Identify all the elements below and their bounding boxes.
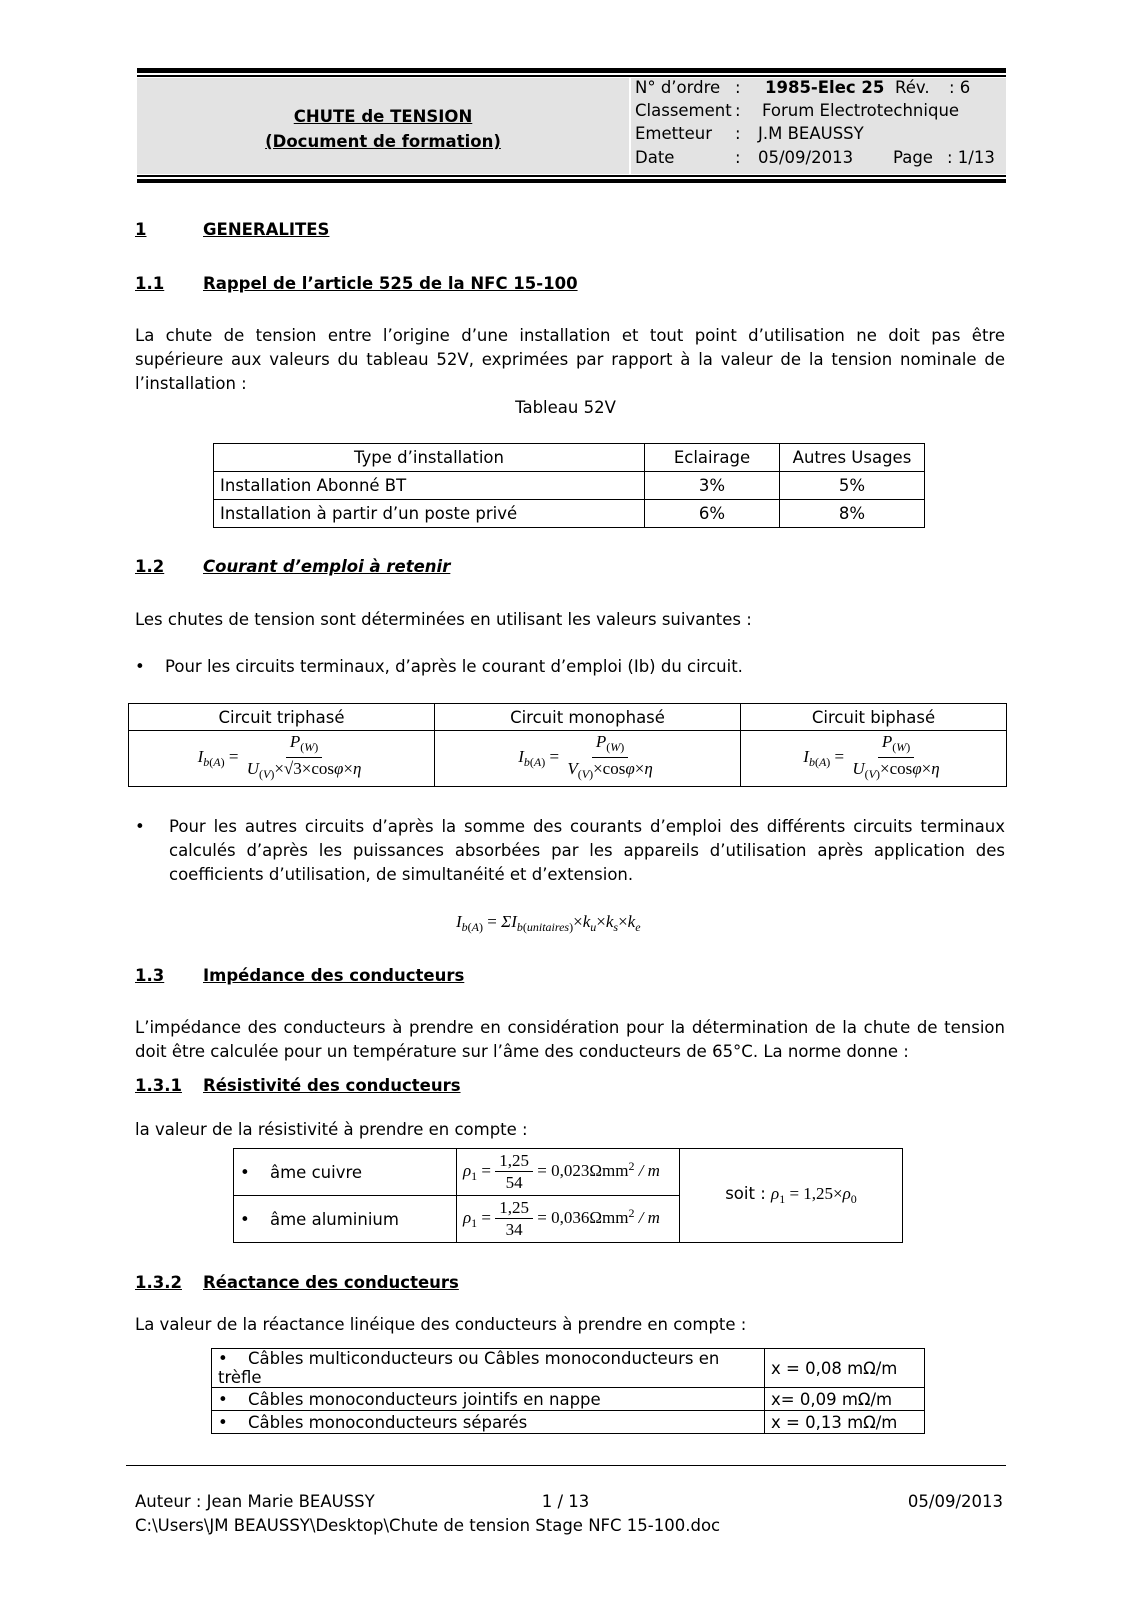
meta-sep: : bbox=[735, 124, 741, 143]
paragraph-reactance: La valeur de la réactance linéique des conducteurs à prendre en compte : bbox=[135, 1315, 747, 1334]
table-header-cell: Autres Usages bbox=[780, 444, 925, 472]
section-heading-1-3-2: 1.3.2 Réactance des conducteurs bbox=[135, 1273, 459, 1292]
meta-label-rev: Rév. bbox=[895, 78, 930, 97]
header-rule bbox=[137, 179, 1006, 183]
header-rule bbox=[137, 175, 1006, 177]
table-row bbox=[212, 1349, 925, 1388]
table-cell: x= 0,09 mΩ/m bbox=[765, 1388, 925, 1411]
bullet-icon: • bbox=[240, 1209, 250, 1229]
footer-file-path: C:\Users\JM BEAUSSY\Desktop\Chute de tension Stage NFC 15-100.doc bbox=[135, 1516, 721, 1535]
table-cell: Installation à partir d’un poste privé bbox=[214, 500, 645, 528]
table-row bbox=[212, 1411, 925, 1434]
formula-rho-aluminium: $\rho_1$ = $\frac{1,25}{34}$ = 0,036Ωmm$^2$ / m bbox=[457, 1196, 680, 1243]
table-header-cell: Circuit monophasé bbox=[435, 704, 741, 731]
table-cell: 5% bbox=[780, 472, 925, 500]
table-row bbox=[129, 731, 1007, 787]
table-row bbox=[214, 472, 925, 500]
table-header-cell: Circuit biphasé bbox=[741, 704, 1007, 731]
header-meta-box bbox=[631, 78, 1006, 174]
table-current-formulas bbox=[128, 703, 1007, 787]
table-cell: • âme cuivre bbox=[234, 1149, 457, 1196]
meta-label-classement: Classement bbox=[635, 101, 732, 120]
table-cell: • Câbles multiconducteurs ou Câbles monoconducteurs en trèfle bbox=[212, 1349, 765, 1388]
section-heading-1-1: 1.1 Rappel de l’article 525 de la NFC 15-100 bbox=[135, 274, 578, 293]
table-cell: • Câbles monoconducteurs jointifs en nappe bbox=[212, 1388, 765, 1411]
footer-page: 1 / 13 bbox=[541, 1492, 590, 1511]
table-cell: 8% bbox=[780, 500, 925, 528]
table-cell: • Câbles monoconducteurs séparés bbox=[212, 1411, 765, 1434]
formula-sum-currents: $I_{b(A)} = \Sigma I_{b(unitaires)}\times k_u\times k_s\times k_e$ bbox=[456, 912, 641, 934]
meta-label-date: Date bbox=[635, 148, 675, 167]
table-caption: Tableau 52V bbox=[515, 398, 616, 417]
meta-value-page: : 1/13 bbox=[947, 148, 995, 167]
footer-date: 05/09/2013 bbox=[907, 1492, 1003, 1511]
bullet-icon: • bbox=[218, 1412, 228, 1432]
formula-rho-cuivre: $\rho_1$ = $\frac{1,25}{54}$ = 0,023Ωmm$^2$ / m bbox=[457, 1149, 680, 1196]
meta-value-date: 05/09/2013 bbox=[758, 148, 854, 167]
paragraph-courant: Les chutes de tension sont déterminées en utilisant les valeurs suivantes : bbox=[135, 610, 752, 629]
table-row bbox=[129, 704, 1007, 731]
meta-value-emetteur: J.M BEAUSSY bbox=[758, 124, 864, 143]
bullet-item: • Pour les autres circuits d’après la somme des courants d’emploi des différents circuits terminaux calculés d’après les puissances absorbées par les appareils d’utilisation après application des coefficients d’utilisation, de simultanéité et d’extension. bbox=[135, 817, 1005, 884]
table-row bbox=[214, 444, 925, 472]
header-rule bbox=[137, 75, 1006, 77]
document-title: CHUTE de TENSION bbox=[293, 107, 473, 126]
bullet-icon: • bbox=[218, 1349, 228, 1368]
meta-label-order: N° d’ordre bbox=[635, 78, 721, 97]
bullet-icon: • bbox=[240, 1162, 250, 1182]
paragraph-resistivite: la valeur de la résistivité à prendre en compte : bbox=[135, 1120, 528, 1139]
paragraph-chute-tension: La chute de tension entre l’origine d’une installation et tout point d’utilisation ne doit pas être supérieure aux valeurs du tableau 52V, exprimées par rapport à la valeur de la tension nominale de l’installation : bbox=[135, 326, 1005, 393]
table-cell: • âme aluminium bbox=[234, 1196, 457, 1243]
formula-biphase: $I_{b(A)}$ = $\frac{P_{(W)}}{U_{(V)}\times\cos\varphi\times\eta}$ bbox=[741, 731, 1007, 787]
bullet-icon: • bbox=[135, 817, 145, 836]
table-resistivity bbox=[233, 1148, 903, 1243]
document-header bbox=[137, 68, 1006, 183]
meta-label-page: Page bbox=[893, 148, 933, 167]
document-subtitle: (Document de formation) bbox=[265, 132, 501, 151]
meta-sep: : bbox=[735, 148, 741, 167]
table-row bbox=[234, 1149, 903, 1196]
paragraph-impedance: L’impédance des conducteurs à prendre en considération pour la détermination de la chute de tension doit être calculée pour un température sur l’âme des conducteurs de 65°C. La norme donne : bbox=[135, 1018, 1005, 1061]
table-header-cell: Circuit triphasé bbox=[129, 704, 435, 731]
meta-value-rev: : 6 bbox=[949, 78, 971, 97]
meta-value-classement: Forum Electrotechnique bbox=[762, 101, 960, 120]
footer-rule bbox=[126, 1465, 1006, 1466]
table-52v bbox=[213, 443, 925, 528]
table-header-cell: Eclairage bbox=[645, 444, 780, 472]
section-heading-1-3-1: 1.3.1 Résistivité des conducteurs bbox=[135, 1076, 461, 1095]
table-row bbox=[214, 500, 925, 528]
header-title-box bbox=[137, 78, 629, 174]
meta-label-emetteur: Emetteur bbox=[635, 124, 712, 143]
table-cell: x = 0,13 mΩ/m bbox=[765, 1411, 925, 1434]
table-cell-soit: soit : $\rho_1 = 1,25\times\rho_0$ bbox=[680, 1149, 903, 1243]
meta-value-order: 1985-Elec 25 bbox=[765, 78, 885, 97]
meta-sep: : bbox=[735, 101, 741, 120]
meta-sep: : bbox=[735, 78, 741, 97]
table-cell: Installation Abonné BT bbox=[214, 472, 645, 500]
bullet-icon: • bbox=[218, 1389, 228, 1409]
bullet-icon: • bbox=[135, 657, 145, 676]
table-row bbox=[212, 1388, 925, 1411]
section-heading-1-2: 1.2 Courant d’emploi à retenir bbox=[135, 557, 451, 576]
table-cell: x = 0,08 mΩ/m bbox=[765, 1349, 925, 1388]
table-header-cell: Type d’installation bbox=[214, 444, 645, 472]
section-heading-1: 1 GENERALITES bbox=[135, 220, 330, 239]
formula-monophase: $I_{b(A)}$ = $\frac{P_{(W)}}{V_{(V)}\times\cos\varphi\times\eta}$ bbox=[435, 731, 741, 787]
table-cell: 6% bbox=[645, 500, 780, 528]
formula-triphase: $I_{b(A)}$ = $\frac{P_{(W)}}{U_{(V)}\times√3\times\cos\varphi\times\eta}$ bbox=[129, 731, 435, 787]
header-rule bbox=[137, 68, 1006, 73]
section-heading-1-3: 1.3 Impédance des conducteurs bbox=[135, 966, 465, 985]
bullet-item: • Pour les circuits terminaux, d’après le courant d’emploi (Ib) du circuit. bbox=[135, 655, 1005, 679]
footer-author: Auteur : Jean Marie BEAUSSY bbox=[135, 1492, 375, 1511]
table-reactance bbox=[211, 1348, 925, 1434]
table-cell: 3% bbox=[645, 472, 780, 500]
